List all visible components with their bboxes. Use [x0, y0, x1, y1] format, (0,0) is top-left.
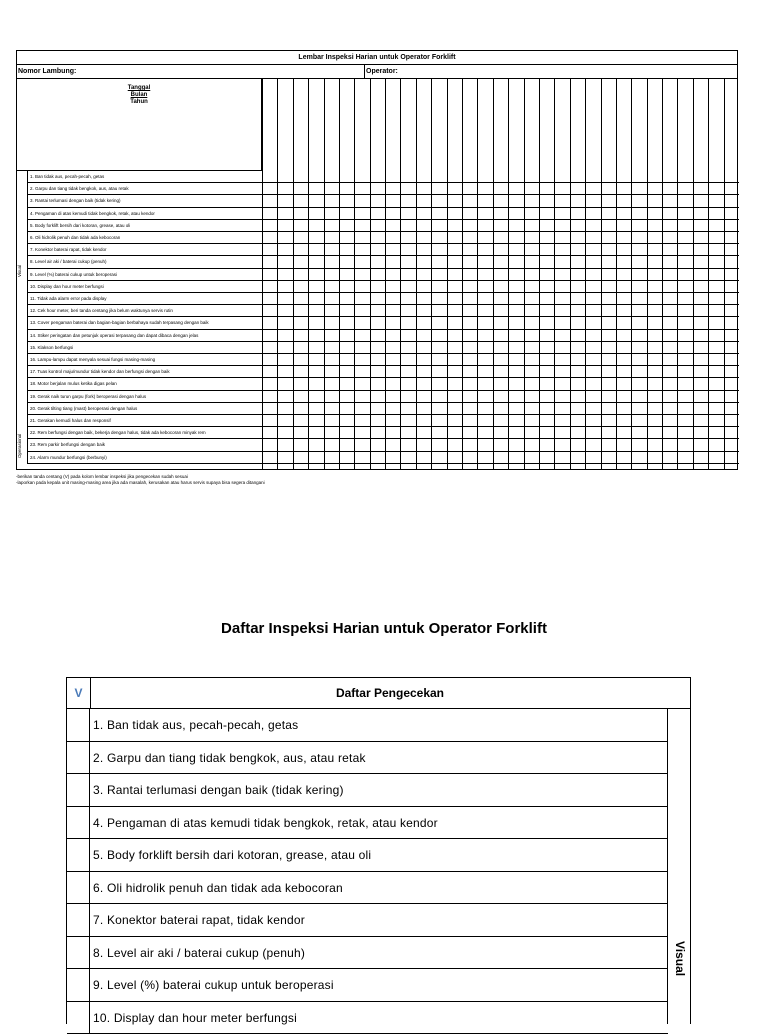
sheet-check-item: 23. Rem parkir berfungsi dengan baik	[27, 439, 262, 451]
checkbox-grid[interactable]	[262, 79, 737, 469]
big-table-row	[67, 807, 668, 840]
big-table-row	[67, 839, 668, 872]
sheet-check-item: 4. Pengaman di atas kemudi tidak bengkok, retak, atau kendor	[27, 208, 262, 220]
grid-row-line	[262, 194, 739, 195]
grid-row-line	[262, 182, 739, 183]
sheet-notes	[16, 474, 265, 486]
big-table-row	[67, 709, 668, 742]
day-column[interactable]	[524, 79, 540, 469]
checklist-item-text: 2. Garpu dan tiang tidak bengkok, aus, atau retak	[93, 742, 366, 774]
big-table-row	[67, 904, 668, 937]
grid-row-line	[262, 426, 739, 427]
day-column[interactable]	[724, 79, 740, 469]
grid-row-line	[262, 207, 739, 208]
sheet-check-item: 2. Garpu dan tiang tidak bengkok, aus, atau retak	[27, 183, 262, 195]
checklist-item-text: 9. Level (%) baterai cukup untuk beroperasi	[93, 969, 334, 1001]
sheet-header-row	[17, 65, 737, 79]
day-column[interactable]	[308, 79, 324, 469]
sheet-check-item: 11. Tidak ada alarm error pada display	[27, 293, 262, 305]
grid-row-line	[262, 219, 739, 220]
day-column[interactable]	[554, 79, 570, 469]
grid-row-line	[262, 377, 739, 378]
day-column[interactable]	[339, 79, 355, 469]
day-column[interactable]	[416, 79, 432, 469]
grid-row-line	[262, 329, 739, 330]
check-column-header: V	[67, 678, 91, 708]
day-column[interactable]	[631, 79, 647, 469]
day-column[interactable]	[370, 79, 386, 469]
big-table-row	[67, 774, 668, 807]
day-column[interactable]	[616, 79, 632, 469]
grid-row-line	[262, 280, 739, 281]
sheet-check-item: 21. Gerakan kemudi halus dan responsif	[27, 415, 262, 427]
grid-row-line	[262, 268, 739, 269]
sheet-check-item: 3. Rantai terlumasi dengan baik (tidak kering)	[27, 195, 262, 207]
grid-row-line	[262, 341, 739, 342]
checklist-item-text: 4. Pengaman di atas kemudi tidak bengkok, retak, atau kendor	[93, 807, 438, 839]
sheet-check-item: 6. Oli hidrolik penuh dan tidak ada kebocoran	[27, 232, 262, 244]
day-column[interactable]	[493, 79, 509, 469]
sheet-checklist	[17, 171, 262, 469]
grid-row-line	[262, 463, 739, 464]
sheet-title: Lembar Inspeksi Harian untuk Operator Forklift	[17, 51, 737, 65]
sheet-check-item: 1. Ban tidak aus, pecah-pecah, getas	[27, 171, 262, 183]
tanggal-label: Tanggal	[17, 85, 261, 92]
grid-row-line	[262, 402, 739, 403]
grid-row-line	[262, 365, 739, 366]
checklist-item-text: 1. Ban tidak aus, pecah-pecah, getas	[93, 709, 298, 741]
check-cell[interactable]	[67, 969, 90, 1001]
day-column[interactable]	[277, 79, 293, 469]
day-column[interactable]	[385, 79, 401, 469]
grid-row-line	[262, 316, 739, 317]
check-cell[interactable]	[67, 709, 90, 741]
sheet-check-item: 9. Level (%) baterai cukup untuk beroperasi	[27, 269, 262, 281]
grid-row-line	[262, 438, 739, 439]
check-cell[interactable]	[67, 774, 90, 806]
checklist-item-text: 6. Oli hidrolik penuh dan tidak ada kebocoran	[93, 872, 343, 904]
note-line: -berikan tanda centang (V) pada kolom lembar inspeksi jika pengecekan sudah sesuai	[16, 474, 265, 480]
big-table-row	[67, 742, 668, 775]
checklist-item-text: 8. Level air aki / baterai cukup (penuh)	[93, 937, 305, 969]
day-column[interactable]	[400, 79, 416, 469]
day-column[interactable]	[662, 79, 678, 469]
sheet-check-item: 18. Motor berjalan mulus ketika digas pelan	[27, 378, 262, 390]
grid-row-line	[262, 451, 739, 452]
operator-label: Operator:	[364, 65, 398, 79]
sheet-check-item: 14. Stiker peringatan dan petunjuk operasi terpasang dan dapat dibaca dengan jelas	[27, 330, 262, 342]
day-column[interactable]	[601, 79, 617, 469]
day-column[interactable]	[431, 79, 447, 469]
check-cell[interactable]	[67, 1002, 90, 1034]
big-table-row	[67, 969, 668, 1002]
sheet-check-item: 17. Tuas kontrol maju/mundur tidak kendor dan berfungsi dengan baik	[27, 366, 262, 378]
bulan-label: Bulan	[17, 92, 261, 99]
day-column[interactable]	[462, 79, 478, 469]
day-column[interactable]	[585, 79, 601, 469]
big-table-row	[67, 1002, 668, 1034]
big-table-title: Daftar Inspeksi Harian untuk Operator Forklift	[0, 620, 768, 637]
checklist-item-text: 7. Konektor baterai rapat, tidak kendor	[93, 904, 305, 936]
day-column[interactable]	[293, 79, 309, 469]
day-column[interactable]	[693, 79, 709, 469]
grid-row-line	[262, 231, 739, 232]
sheet-check-item: 19. Gerak naik turun garpu (fork) beroperasi dengan halus	[27, 391, 262, 403]
day-column[interactable]	[647, 79, 663, 469]
big-table-row	[67, 872, 668, 905]
sheet-check-item: 12. Cek hour meter, beri tanda centang jika belum waktunya servis rutin	[27, 305, 262, 317]
big-checklist-table	[66, 677, 691, 1024]
grid-row-line	[262, 414, 739, 415]
day-column[interactable]	[539, 79, 555, 469]
check-cell[interactable]	[67, 807, 90, 839]
side-label-visual-big: Visual	[668, 929, 691, 989]
check-cell[interactable]	[67, 872, 90, 904]
sheet-check-item: 5. Body forklift bersih dari kotoran, grease, atau oli	[27, 220, 262, 232]
grid-row-line	[262, 304, 739, 305]
day-column[interactable]	[677, 79, 693, 469]
checklist-item-text: 5. Body forklift bersih dari kotoran, grease, atau oli	[93, 839, 371, 871]
day-column[interactable]	[570, 79, 586, 469]
sheet-check-item: 24. Alarm mundur berfungsi (berbunyi)	[27, 452, 262, 464]
day-column[interactable]	[262, 79, 278, 469]
big-table-header	[67, 678, 690, 709]
sheet-check-item: 20. Gerak tilting tiang (mast) beroperasi dengan halus	[27, 403, 262, 415]
check-cell[interactable]	[67, 904, 90, 936]
inspection-sheet	[16, 50, 738, 470]
grid-row-line	[262, 353, 739, 354]
date-header	[17, 79, 262, 171]
grid-row-line	[262, 292, 739, 293]
checklist-item-text: 10. Display dan hour meter berfungsi	[93, 1002, 297, 1034]
side-label-visual: Visual	[17, 171, 27, 371]
grid-row-line	[262, 243, 739, 244]
big-side-column	[667, 709, 690, 1024]
note-line: -laporkan pada kepala unit masing-masing area jika ada masalah, kerusakan atau harus servis supaya bisa segera ditangani	[16, 480, 265, 486]
sheet-check-item: 13. Cover pengaman baterai dan bagian-bagian berbahaya sudah terpasang dengan baik	[27, 317, 262, 329]
checklist-column-header: Daftar Pengecekan	[90, 678, 690, 708]
check-cell[interactable]	[67, 742, 90, 774]
day-column[interactable]	[708, 79, 724, 469]
nomor-lambung-label: Nomor Lambung:	[18, 65, 76, 79]
sheet-check-item: 15. Klakson berfungsi	[27, 342, 262, 354]
sheet-check-item: 7. Konektor baterai rapat, tidak kendor	[27, 244, 262, 256]
day-column[interactable]	[477, 79, 493, 469]
side-label-operational: Operasional	[17, 371, 27, 521]
sheet-check-item: 16. Lampu-lampu dapat menyala sesuai fungsi masing-masing	[27, 354, 262, 366]
sheet-check-item: 22. Rem berfungsi dengan baik, bekerja dengan halus, tidak ada kebocoran minyak rem	[27, 427, 262, 439]
grid-row-line	[262, 255, 739, 256]
day-column[interactable]	[354, 79, 370, 469]
checklist-item-text: 3. Rantai terlumasi dengan baik (tidak kering)	[93, 774, 344, 806]
check-cell[interactable]	[67, 839, 90, 871]
sheet-check-item: 10. Display dan hour meter berfungsi	[27, 281, 262, 293]
tahun-label: Tahun	[17, 99, 261, 106]
day-column[interactable]	[447, 79, 463, 469]
sheet-check-item: 8. Level air aki / baterai cukup (penuh)	[27, 256, 262, 268]
check-cell[interactable]	[67, 937, 90, 969]
day-column[interactable]	[324, 79, 340, 469]
day-column[interactable]	[508, 79, 524, 469]
grid-row-line	[262, 390, 739, 391]
big-table-row	[67, 937, 668, 970]
